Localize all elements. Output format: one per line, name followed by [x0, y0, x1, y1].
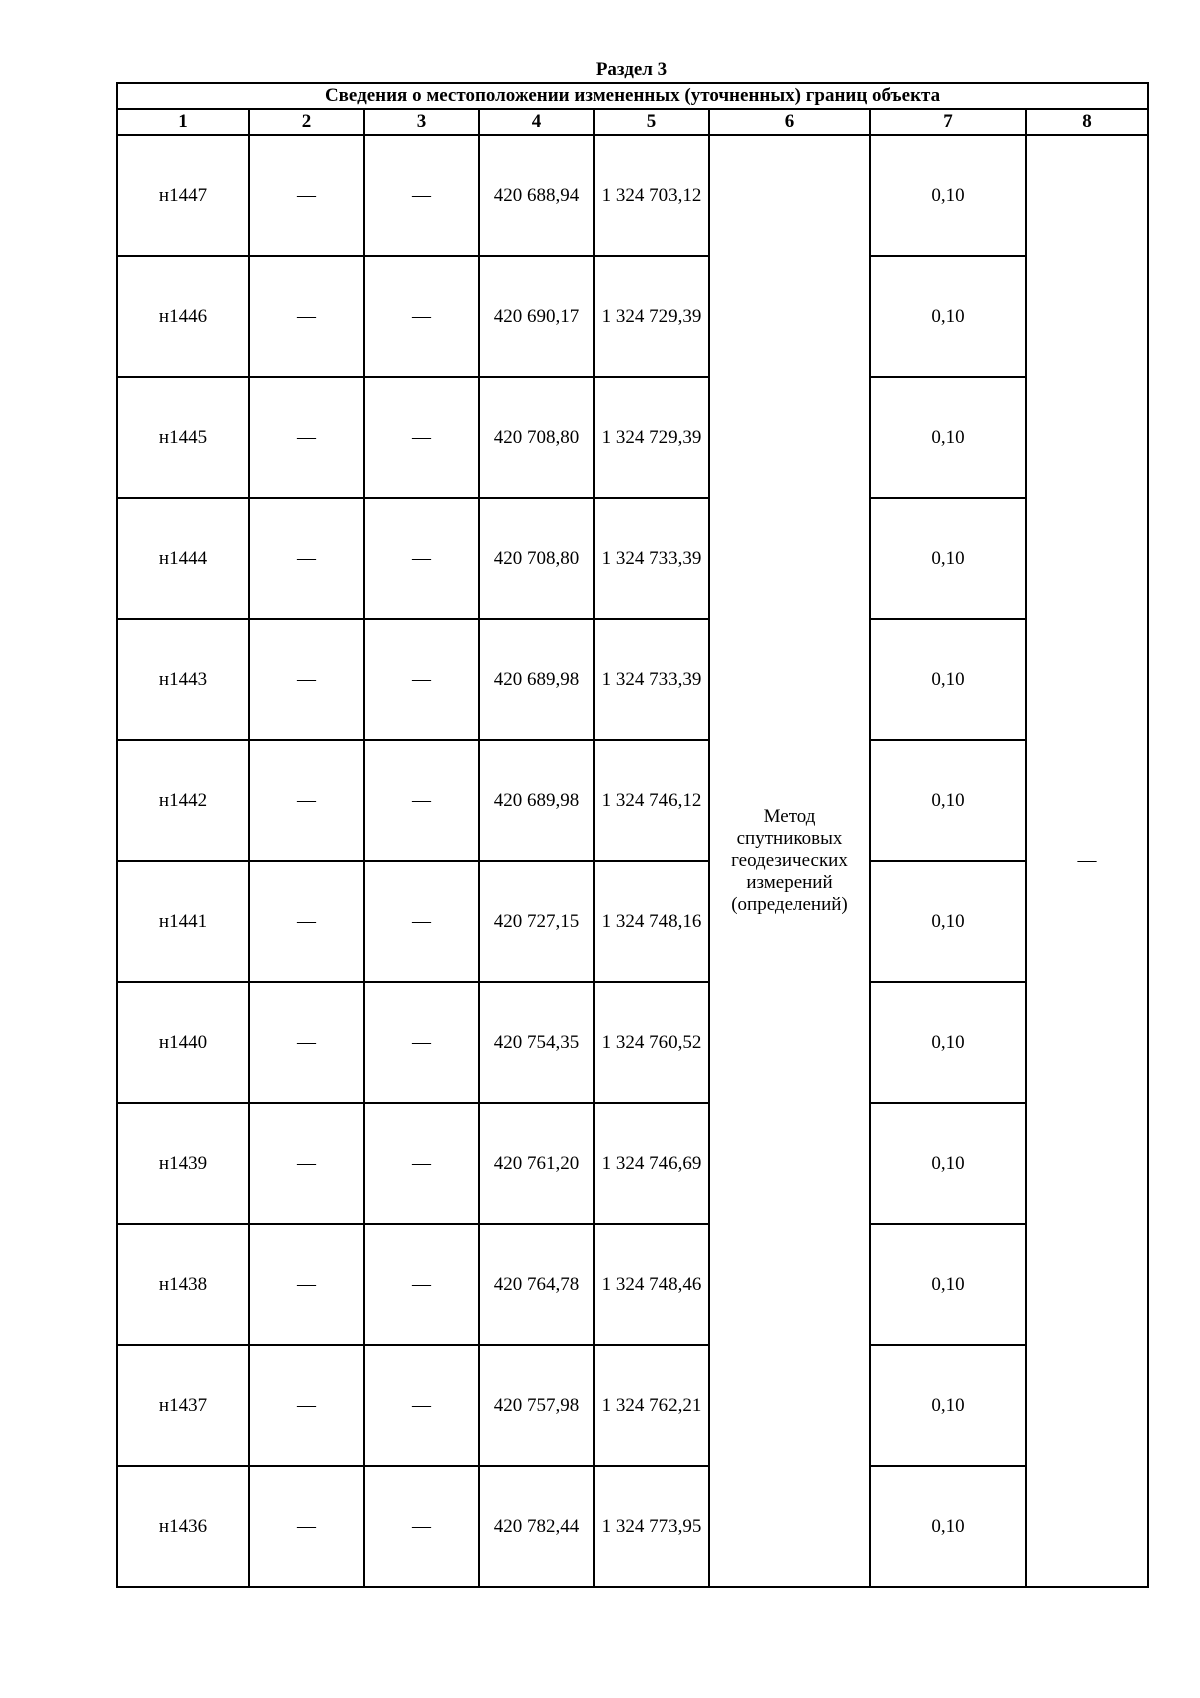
y-coordinate-cell: 1 324 733,39 [594, 619, 709, 740]
table-row [117, 740, 1148, 861]
coordinates-table [116, 82, 1149, 1588]
column-2-cell: — [249, 1224, 364, 1345]
method-text-line: измерений [746, 872, 833, 893]
table-row [117, 1345, 1148, 1466]
column-3-cell: — [364, 619, 479, 740]
table-row [117, 619, 1148, 740]
column-2-cell: — [249, 135, 364, 256]
method-cell [709, 135, 870, 1587]
table-row [117, 256, 1148, 377]
table-row [117, 498, 1148, 619]
accuracy-cell: 0,10 [870, 861, 1026, 982]
x-coordinate-cell: 420 708,80 [479, 498, 594, 619]
column-2-cell: — [249, 256, 364, 377]
column-3-cell: — [364, 498, 479, 619]
y-coordinate-cell: 1 324 733,39 [594, 498, 709, 619]
accuracy-cell: 0,10 [870, 982, 1026, 1103]
column-number-1: 1 [117, 109, 249, 135]
y-coordinate-cell: 1 324 760,52 [594, 982, 709, 1103]
column-number-7: 7 [870, 109, 1026, 135]
column-3-cell: — [364, 1466, 479, 1587]
column-3-cell: — [364, 740, 479, 861]
x-coordinate-cell: 420 757,98 [479, 1345, 594, 1466]
column-2-cell: — [249, 861, 364, 982]
point-name-cell: н1444 [117, 498, 249, 619]
column-number-5: 5 [594, 109, 709, 135]
x-coordinate-cell: 420 761,20 [479, 1103, 594, 1224]
y-coordinate-cell: 1 324 748,16 [594, 861, 709, 982]
table-row [117, 982, 1148, 1103]
y-coordinate-cell: 1 324 746,12 [594, 740, 709, 861]
point-name-cell: н1442 [117, 740, 249, 861]
accuracy-cell: 0,10 [870, 1224, 1026, 1345]
x-coordinate-cell: 420 689,98 [479, 619, 594, 740]
point-name-cell: н1436 [117, 1466, 249, 1587]
column-number-4: 4 [479, 109, 594, 135]
table-row [117, 377, 1148, 498]
point-name-cell: н1440 [117, 982, 249, 1103]
accuracy-cell: 0,10 [870, 377, 1026, 498]
x-coordinate-cell: 420 690,17 [479, 256, 594, 377]
y-coordinate-cell: 1 324 729,39 [594, 256, 709, 377]
column-2-cell: — [249, 1103, 364, 1224]
table-row [117, 1103, 1148, 1224]
point-name-cell: н1441 [117, 861, 249, 982]
accuracy-cell: 0,10 [870, 1103, 1026, 1224]
y-coordinate-cell: 1 324 703,12 [594, 135, 709, 256]
accuracy-cell: 0,10 [870, 256, 1026, 377]
accuracy-cell: 0,10 [870, 498, 1026, 619]
column-3-cell: — [364, 256, 479, 377]
point-name-cell: н1438 [117, 1224, 249, 1345]
column-number-2: 2 [249, 109, 364, 135]
table-row [117, 1224, 1148, 1345]
y-coordinate-cell: 1 324 748,46 [594, 1224, 709, 1345]
point-name-cell: н1437 [117, 1345, 249, 1466]
table-row [117, 861, 1148, 982]
x-coordinate-cell: 420 688,94 [479, 135, 594, 256]
accuracy-cell: 0,10 [870, 1466, 1026, 1587]
column-2-cell: — [249, 1466, 364, 1587]
column-2-cell: — [249, 1345, 364, 1466]
column-3-cell: — [364, 1224, 479, 1345]
column-3-cell: — [364, 861, 479, 982]
x-coordinate-cell: 420 727,15 [479, 861, 594, 982]
accuracy-cell: 0,10 [870, 135, 1026, 256]
accuracy-cell: 0,10 [870, 1345, 1026, 1466]
point-name-cell: н1446 [117, 256, 249, 377]
column-2-cell: — [249, 619, 364, 740]
column-3-cell: — [364, 1103, 479, 1224]
column-3-cell: — [364, 135, 479, 256]
column-2-cell: — [249, 982, 364, 1103]
column-3-cell: — [364, 377, 479, 498]
column-number-8: 8 [1026, 109, 1148, 135]
table-title: Сведения о местоположении измененных (уточненных) границ объекта [117, 83, 1148, 109]
method-text-line: (определений) [731, 894, 848, 915]
y-coordinate-cell: 1 324 773,95 [594, 1466, 709, 1587]
x-coordinate-cell: 420 689,98 [479, 740, 594, 861]
table-row [117, 135, 1148, 256]
point-name-cell: н1439 [117, 1103, 249, 1224]
point-name-cell: н1443 [117, 619, 249, 740]
point-name-cell: н1447 [117, 135, 249, 256]
y-coordinate-cell: 1 324 746,69 [594, 1103, 709, 1224]
method-text-line: Метод [763, 806, 816, 827]
column-2-cell: — [249, 740, 364, 861]
x-coordinate-cell: 420 782,44 [479, 1466, 594, 1587]
column-number-6: 6 [709, 109, 870, 135]
table-body [117, 135, 1148, 1587]
point-name-cell: н1445 [117, 377, 249, 498]
column-number-row [117, 109, 1148, 135]
method-text-line: спутниковых [736, 828, 843, 849]
y-coordinate-cell: 1 324 729,39 [594, 377, 709, 498]
column-2-cell: — [249, 377, 364, 498]
column-3-cell: — [364, 1345, 479, 1466]
table-title-row [117, 83, 1148, 109]
x-coordinate-cell: 420 754,35 [479, 982, 594, 1103]
y-coordinate-cell: 1 324 762,21 [594, 1345, 709, 1466]
column-number-3: 3 [364, 109, 479, 135]
accuracy-cell: 0,10 [870, 619, 1026, 740]
x-coordinate-cell: 420 764,78 [479, 1224, 594, 1345]
table-row [117, 1466, 1148, 1587]
column-3-cell: — [364, 982, 479, 1103]
section-title: Раздел 3 [595, 59, 668, 80]
column-2-cell: — [249, 498, 364, 619]
accuracy-cell: 0,10 [870, 740, 1026, 861]
column-8-cell: — [1026, 135, 1148, 1587]
method-text-line: геодезических [731, 850, 848, 871]
x-coordinate-cell: 420 708,80 [479, 377, 594, 498]
